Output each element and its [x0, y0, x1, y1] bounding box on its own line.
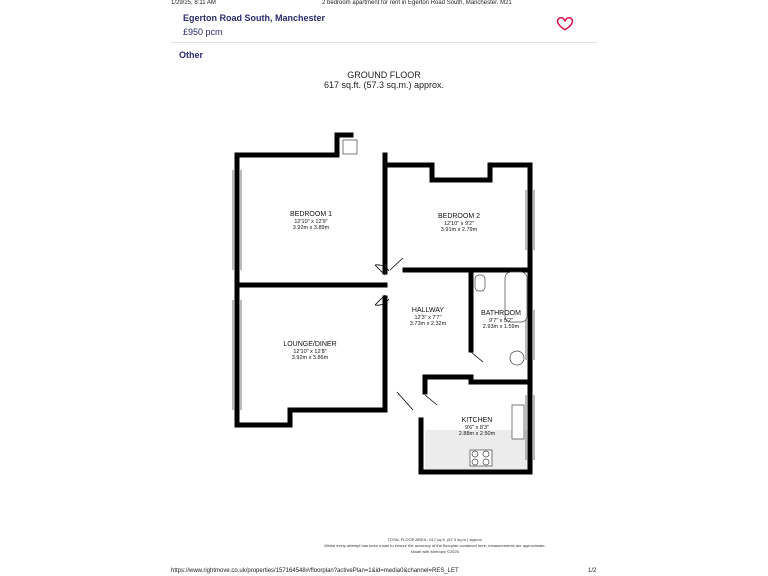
room-bedroom-2-name: BEDROOM 2: [437, 213, 481, 220]
listing-price: £950 pcm: [183, 27, 223, 37]
room-hallway-metric: 3.73m x 2.32m: [409, 321, 447, 327]
room-kitchen-name: KITCHEN: [461, 417, 493, 424]
basin-fixture: [510, 351, 524, 365]
print-header: [0, 0, 768, 10]
floorplan-svg: [225, 130, 545, 480]
room-bedroom-2-metric: 3.91m x 2.79m: [440, 227, 478, 233]
sink-fixture: [512, 405, 524, 439]
print-page-title: 2 bedroom apartment for rent in Egerton Road South, Manchester, M21: [322, 0, 512, 6]
room-bathroom-imperial: 9'7" x 5'2": [488, 318, 514, 324]
floorplan-disclaimer: Whilst every attempt has been made to ensure the accuracy of the floorplan contained here, measurements are approximate.: [324, 543, 546, 548]
section-label: Other: [179, 50, 204, 60]
floorplan-total-area: TOTAL FLOOR AREA : 617 sq.ft. (57.3 sq.m.) approx.: [387, 537, 483, 542]
floorplan-drawing: [225, 130, 545, 480]
doors: [375, 258, 483, 410]
floor-area: 617 sq.ft. (57.3 sq.m.) approx.: [323, 80, 445, 90]
room-bedroom-1-metric: 3.92m x 3.89m: [292, 225, 330, 231]
room-bathroom-metric: 2.93m x 1.59m: [482, 324, 520, 330]
room-lounge-diner-metric: 3.92m x 3.86m: [291, 355, 329, 361]
room-bedroom-1-imperial: 12'10" x 12'9": [294, 219, 328, 225]
fixtures: [343, 140, 527, 466]
room-kitchen-metric: 2.88m x 2.50m: [458, 431, 496, 437]
heart-icon[interactable]: [556, 14, 574, 32]
room-hallway-name: HALLWAY: [411, 307, 445, 314]
room-lounge-diner-imperial: 12'10" x 12'8": [293, 349, 327, 355]
print-footer-page: 1/2: [588, 568, 597, 574]
room-bedroom-1-name: BEDROOM 1: [289, 211, 333, 218]
room-bathroom-name: BATHROOM: [481, 310, 521, 317]
room-hallway-imperial: 12'3" x 7'7": [414, 315, 442, 321]
header-divider: [171, 42, 597, 43]
room-bedroom-2-imperial: 12'10" x 9'2": [443, 221, 475, 227]
floor-name: GROUND FLOOR: [347, 70, 421, 80]
room-lounge-diner-name: LOUNGE/DINER: [283, 341, 337, 348]
room-kitchen-imperial: 9'6" x 8'3": [464, 425, 490, 431]
listing-title[interactable]: Egerton Road South, Manchester: [183, 13, 326, 23]
print-footer-url: https://www.rightmove.co.uk/properties/157164548#/floorplan?activePlan=1&id=media0&channel=RES_LET: [171, 568, 459, 574]
wc-bathroom: [475, 275, 485, 291]
print-date: 1/29/25, 8:11 AM: [171, 0, 216, 6]
floorplan-credit: Made with Metropix ©2025: [411, 549, 459, 554]
wc-fixture: [343, 140, 357, 154]
